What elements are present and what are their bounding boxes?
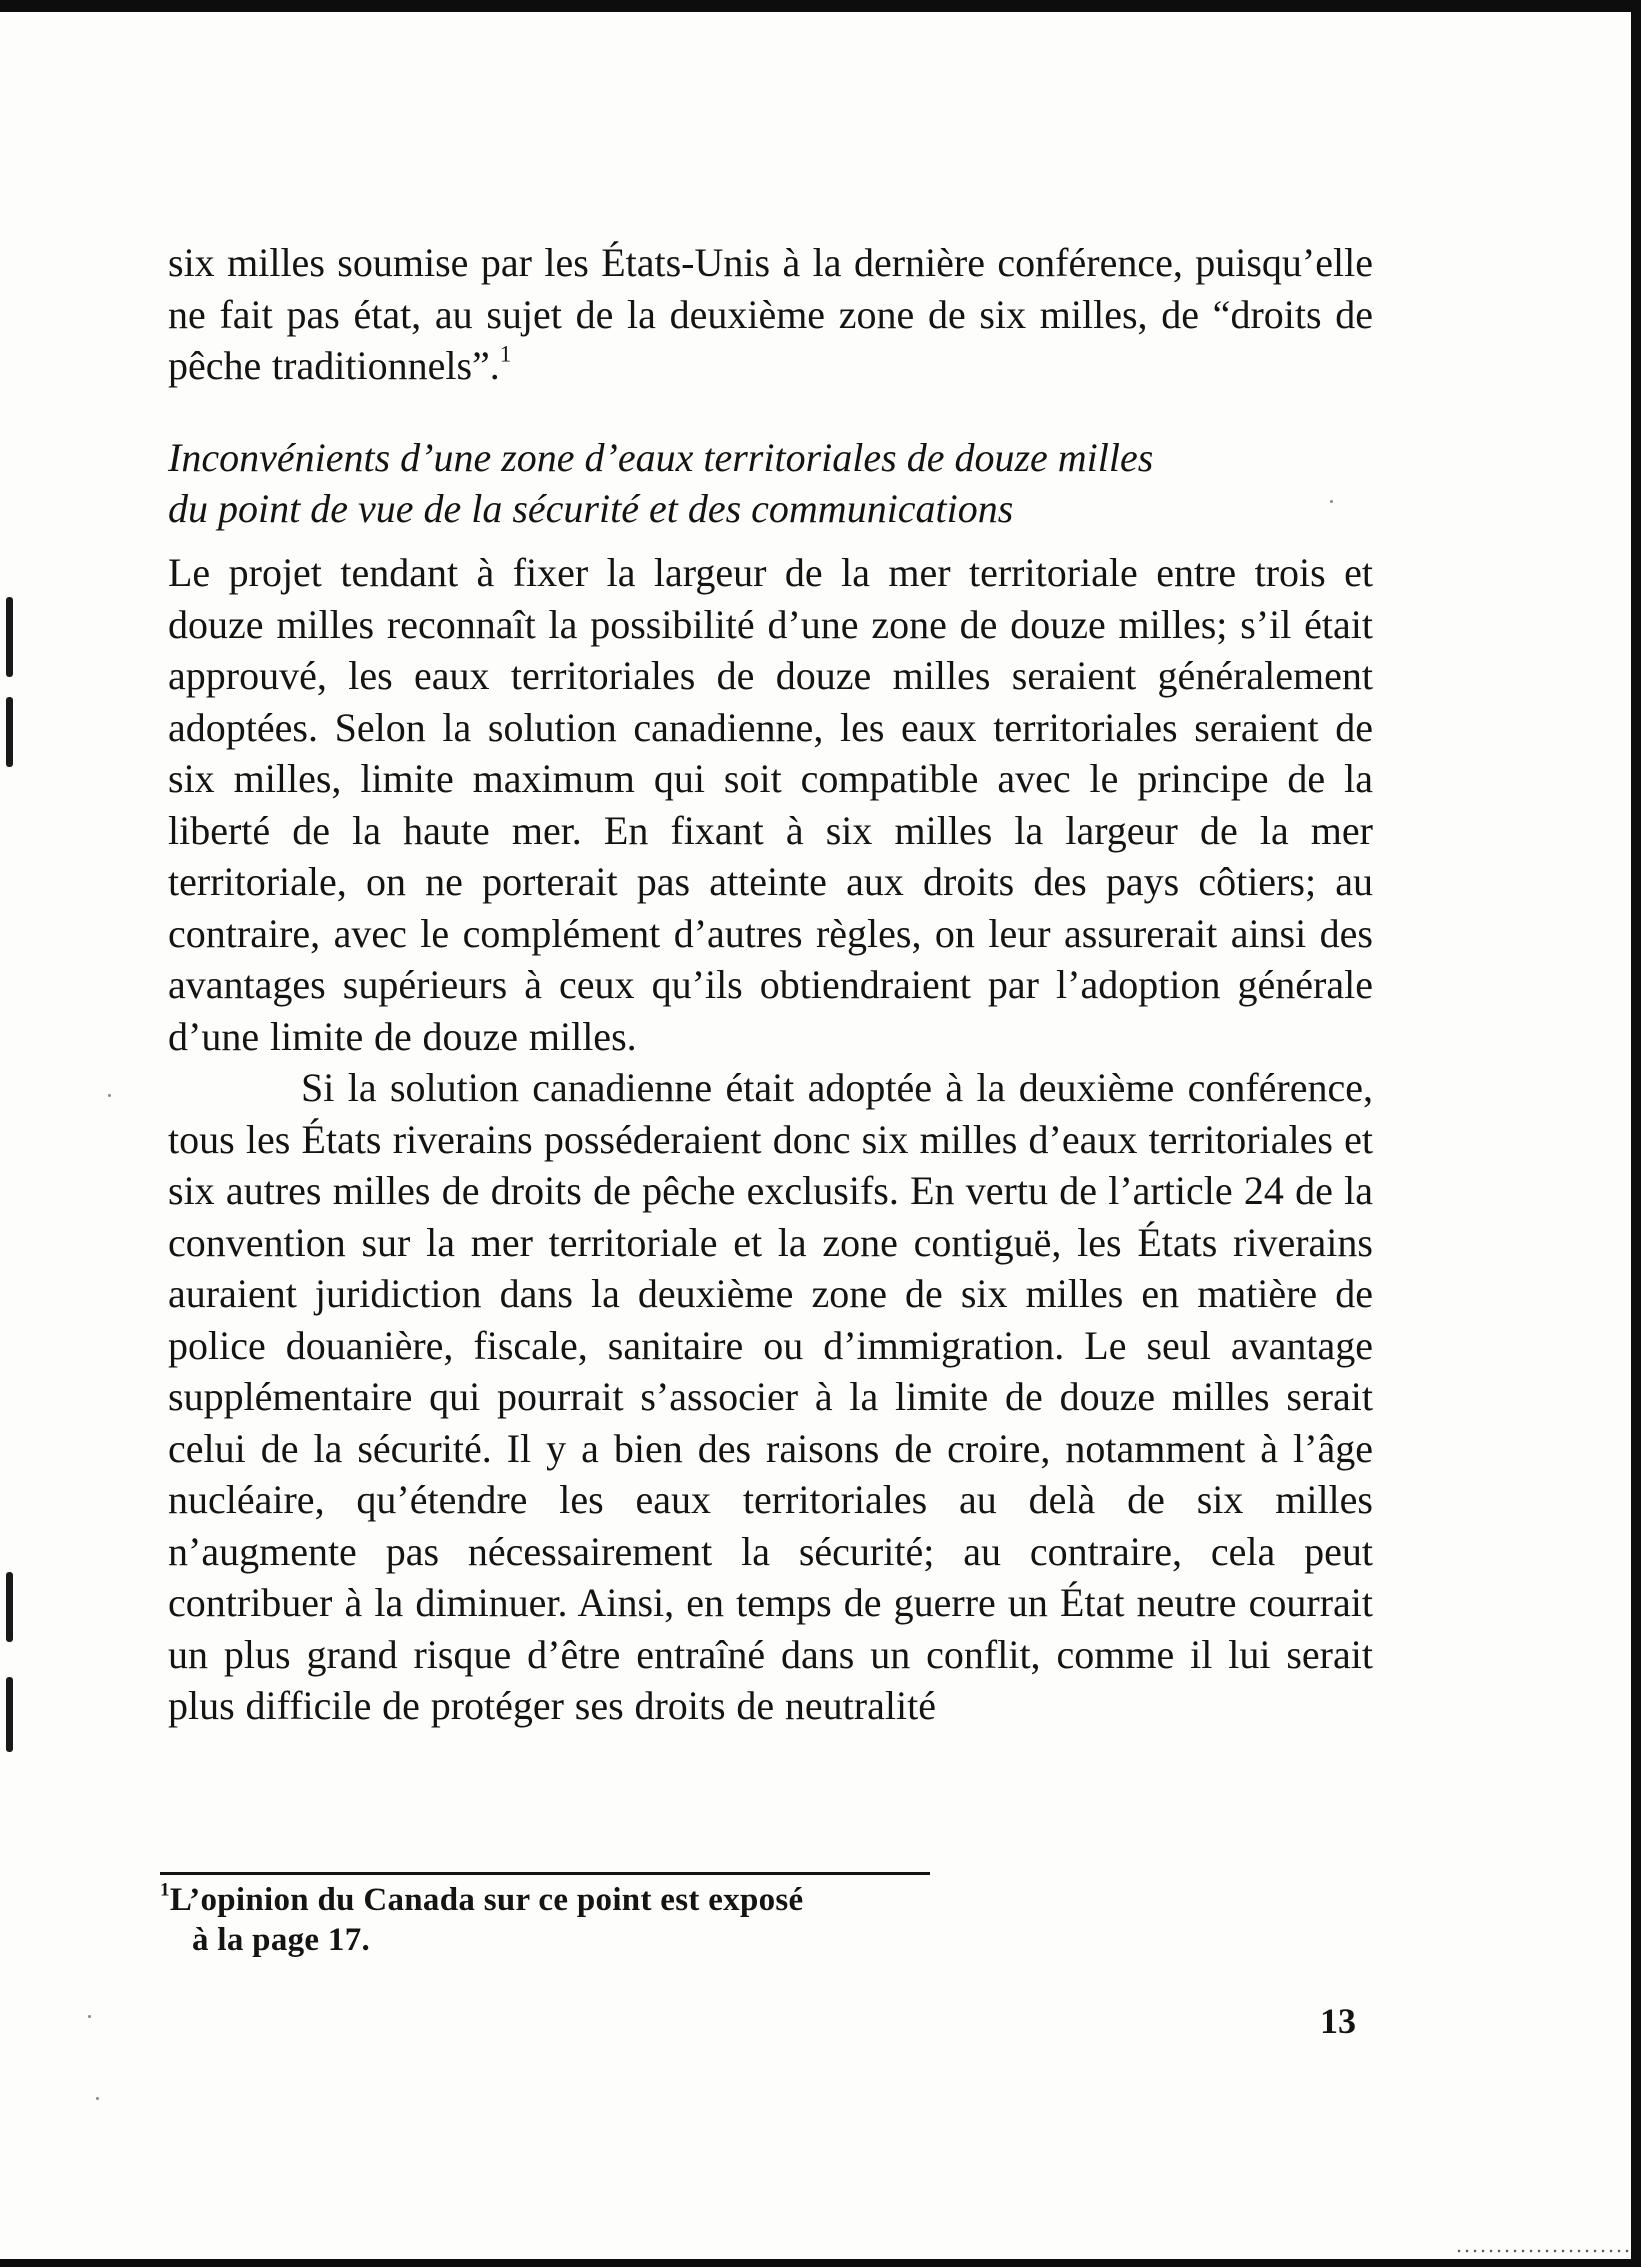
footnote-line-2: à la page 17. — [192, 1922, 371, 1958]
continued-paragraph — [168, 237, 1373, 392]
continued-paragraph-text: six milles soumise par les États-Unis à la dernière conférence, puisqu’elle ne fait pas état, au sujet de la deuxième zone de six milles, de “droits de pêche traditionnels”. — [168, 240, 1373, 388]
section-heading-line-2: du point de vue de la sécurité et des communications — [168, 486, 1014, 531]
footnote-marker: 1 — [160, 1879, 170, 1901]
footnote-line-1: L’opinion du Canada sur ce point est exposé — [169, 1882, 804, 1918]
footnote-divider — [160, 1872, 930, 1875]
scan-speck — [88, 2015, 91, 2018]
section-heading-line-1: Inconvénients d’une zone d’eaux territoriales de douze milles — [168, 435, 1154, 480]
body-paragraph-1: Le projet tendant à fixer la largeur de la mer territoriale entre trois et douze milles reconnaît la possibilité d’une zone de douze milles; s’il était approuvé, les eaux territoriales de douze milles seraient généralement adoptées. Selon la solution canadienne, les eaux territoriales seraient de six milles, limite maximum qui soit compatible avec le principe de la liberté de la haute mer. En fixant à six milles la largeur de la mer territoriale, on ne porterait pas atteinte aux droits des pays côtiers; au contraire, avec le complément d’autres règles, on leur assurerait ainsi des avantages supérieurs à ceux qu’ils obtiendraient par l’adoption générale d’une limite de douze milles. — [168, 550, 1373, 1059]
scan-speck — [108, 1094, 111, 1097]
scan-margin-mark — [6, 697, 13, 767]
scan-margin-mark — [6, 1572, 13, 1642]
scan-speck — [96, 2097, 99, 2100]
section-heading — [168, 432, 1373, 534]
page-number: 13 — [1320, 2001, 1356, 2041]
scan-margin-mark — [6, 1677, 13, 1752]
scan-speck — [1330, 500, 1333, 503]
scan-edge-artifact — [1455, 2249, 1635, 2253]
footnote-reference: 1 — [499, 341, 512, 368]
scan-margin-mark — [6, 597, 13, 677]
footnote — [160, 1880, 940, 1960]
body-paragraph-2: Si la solution canadienne était adoptée à la deuxième conférence, tous les États riverains posséderaient donc six milles d’eaux territoriales et six autres milles de droits de pêche exclusifs. En vertu de l’article 24 de la convention sur la mer territoriale et la zone contiguë, les États riverains auraient juridiction dans la deuxième zone de six milles en matière de police douanière, fiscale, sanitaire ou d’immigration. Le seul avantage supplémentaire qui pourrait s’associer à la limite de douze milles serait celui de la sécurité. Il y a bien des raisons de croire, notamment à l’âge nucléaire, qu’étendre les eaux territoriales au delà de six milles n’augmente pas nécessairement la sécurité; au contraire, cela peut contribuer à la diminuer. Ainsi, en temps de guerre un État neutre courrait un plus grand risque d’être entraîné dans un conflit, comme il lui serait plus difficile de protéger ses droits de neutralité — [168, 1065, 1373, 1728]
body-text — [168, 547, 1373, 1732]
